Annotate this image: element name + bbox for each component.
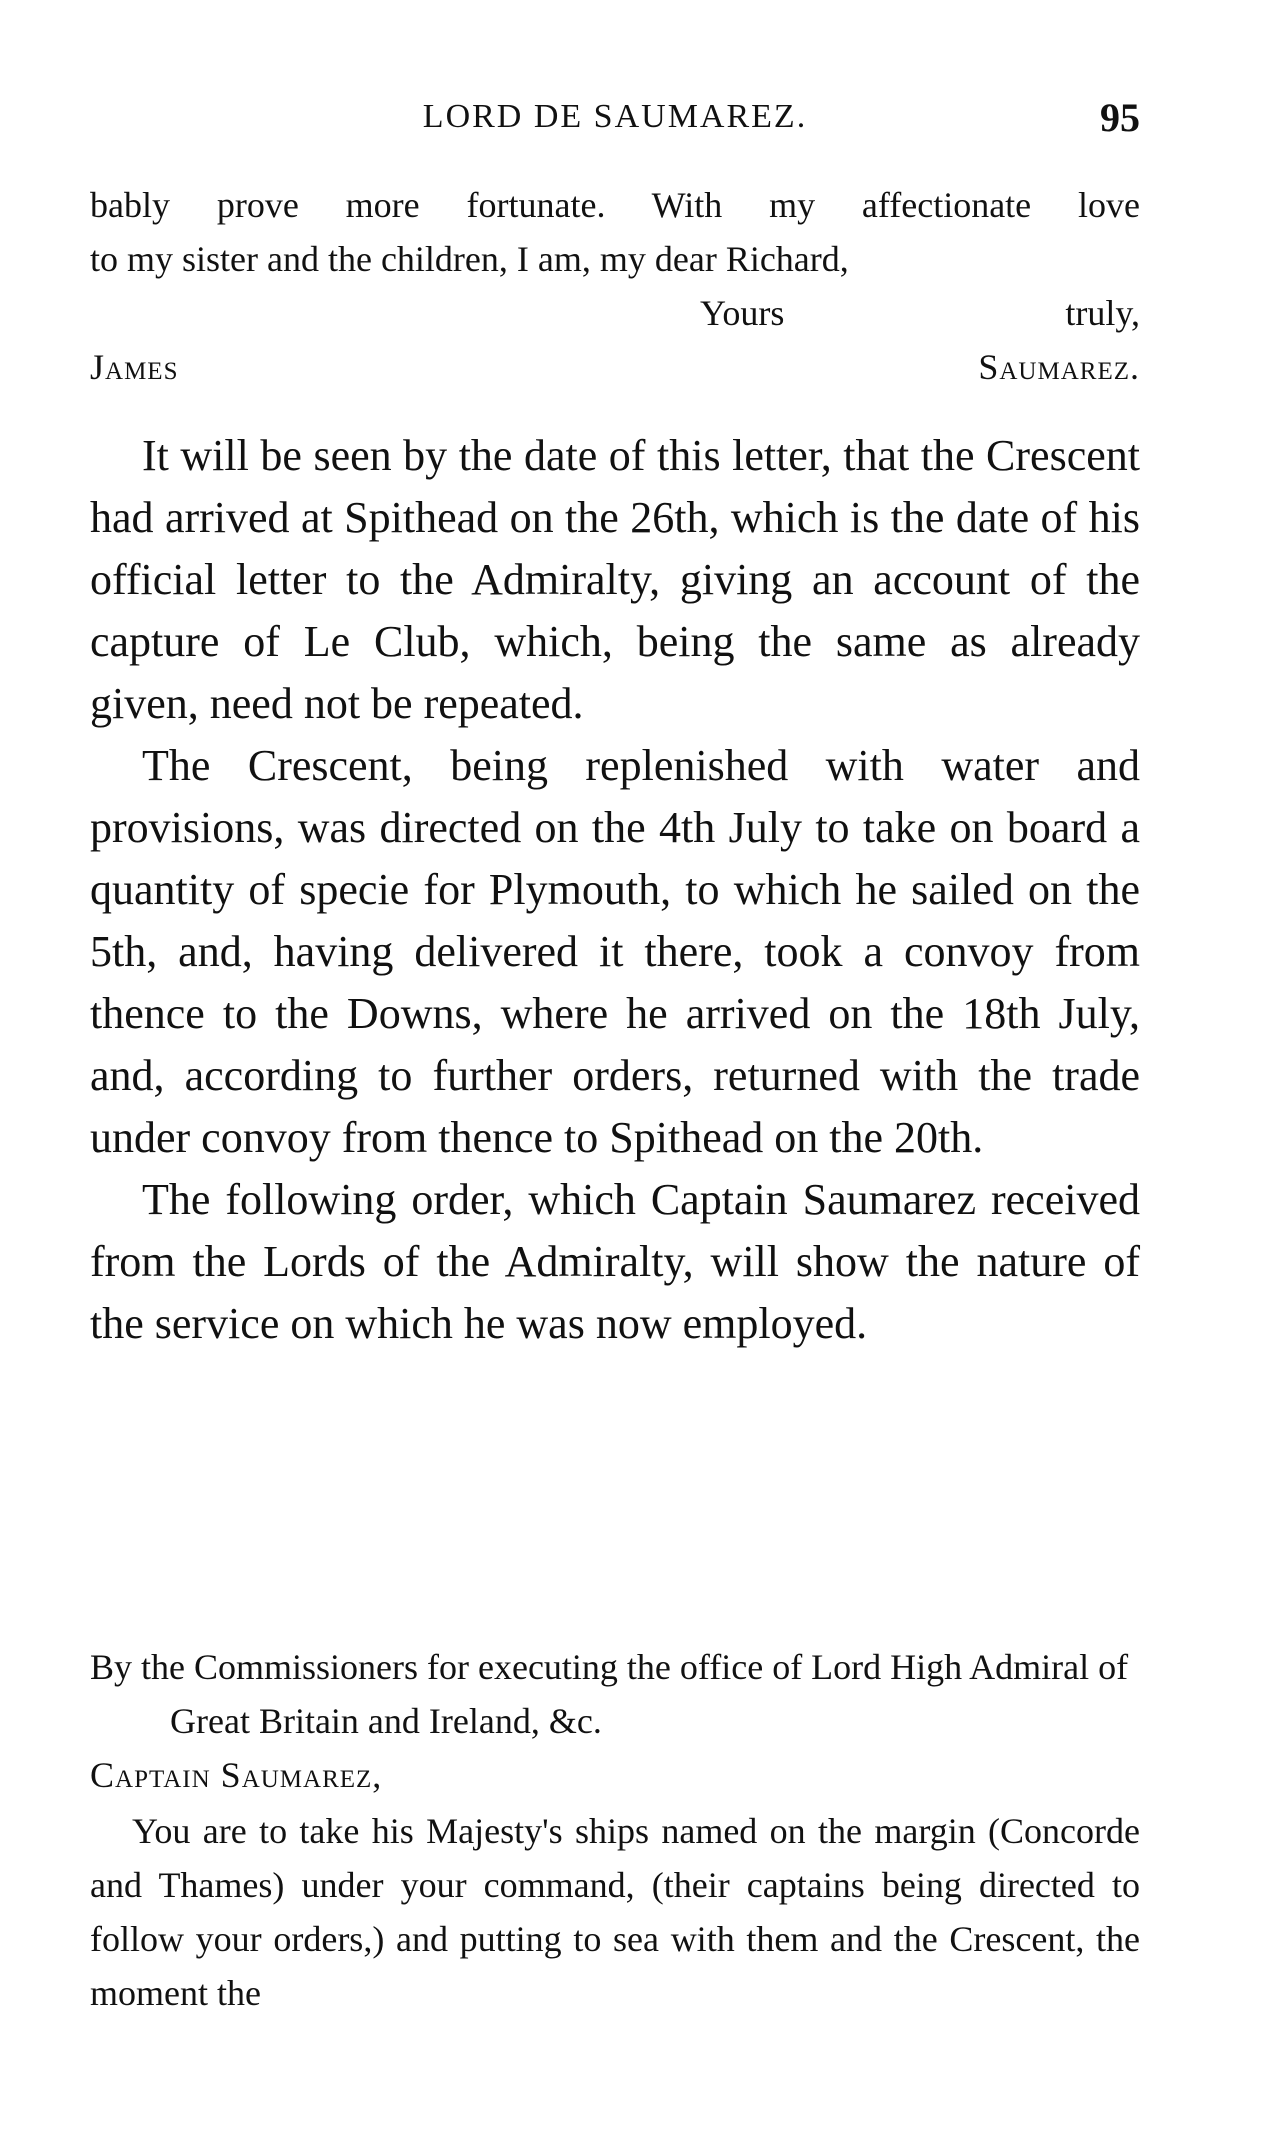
narrative-paragraph: The Crescent, being replenished with water and provisions, was directed on the 4th July to take on board a quantity of specie for Plymouth, to which he sailed on the 5th, and, having delivered it there, took a convoy from thence to the Downs, where he arrived on the 18th July, and, according to further orders, returned with the trade under convoy from thence to Spithead on the 20th. xyxy=(90,741,1140,1162)
narrative-paragraph: It will be seen by the date of this letter, that the Crescent had arrived at Spithead on the 26th, which is the date of his official letter to the Admiralty, giving an account of the capture of Le Club, which, being the same as already given, need not be repeated. xyxy=(90,431,1140,728)
page-header xyxy=(90,95,1140,148)
letter-signoff: Yours truly, xyxy=(700,293,1140,333)
letter-signature: James Saumarez. xyxy=(90,347,1140,387)
narrative-paragraph: The following order, which Captain Saumarez received from the Lords of the Admiralty, will show the nature of the service on which he was now employed. xyxy=(90,1175,1140,1348)
running-title: LORD DE SAUMAREZ. xyxy=(422,98,808,135)
order-salutation: Captain Saumarez, xyxy=(90,1755,383,1795)
page-number: 95 xyxy=(1100,95,1140,140)
narrative-text xyxy=(90,425,1140,1355)
letter-text-line: bably prove more fortunate. With my affectionate love xyxy=(90,185,1140,225)
admiralty-order xyxy=(90,1640,1140,2020)
letter-text-line: to my sister and the children, I am, my dear Richard, xyxy=(90,239,849,279)
letter-closing xyxy=(90,178,1140,394)
order-body: You are to take his Majesty's ships named on the margin (Concorde and Thames) under your command, (their captains being directed to follow your orders,) and putting to sea with them and the Crescent, the moment the xyxy=(90,1811,1140,2013)
order-heading: By the Commissioners for executing the office of Lord High Admiral of Great Britain and Ireland, &c. xyxy=(90,1647,1129,1741)
